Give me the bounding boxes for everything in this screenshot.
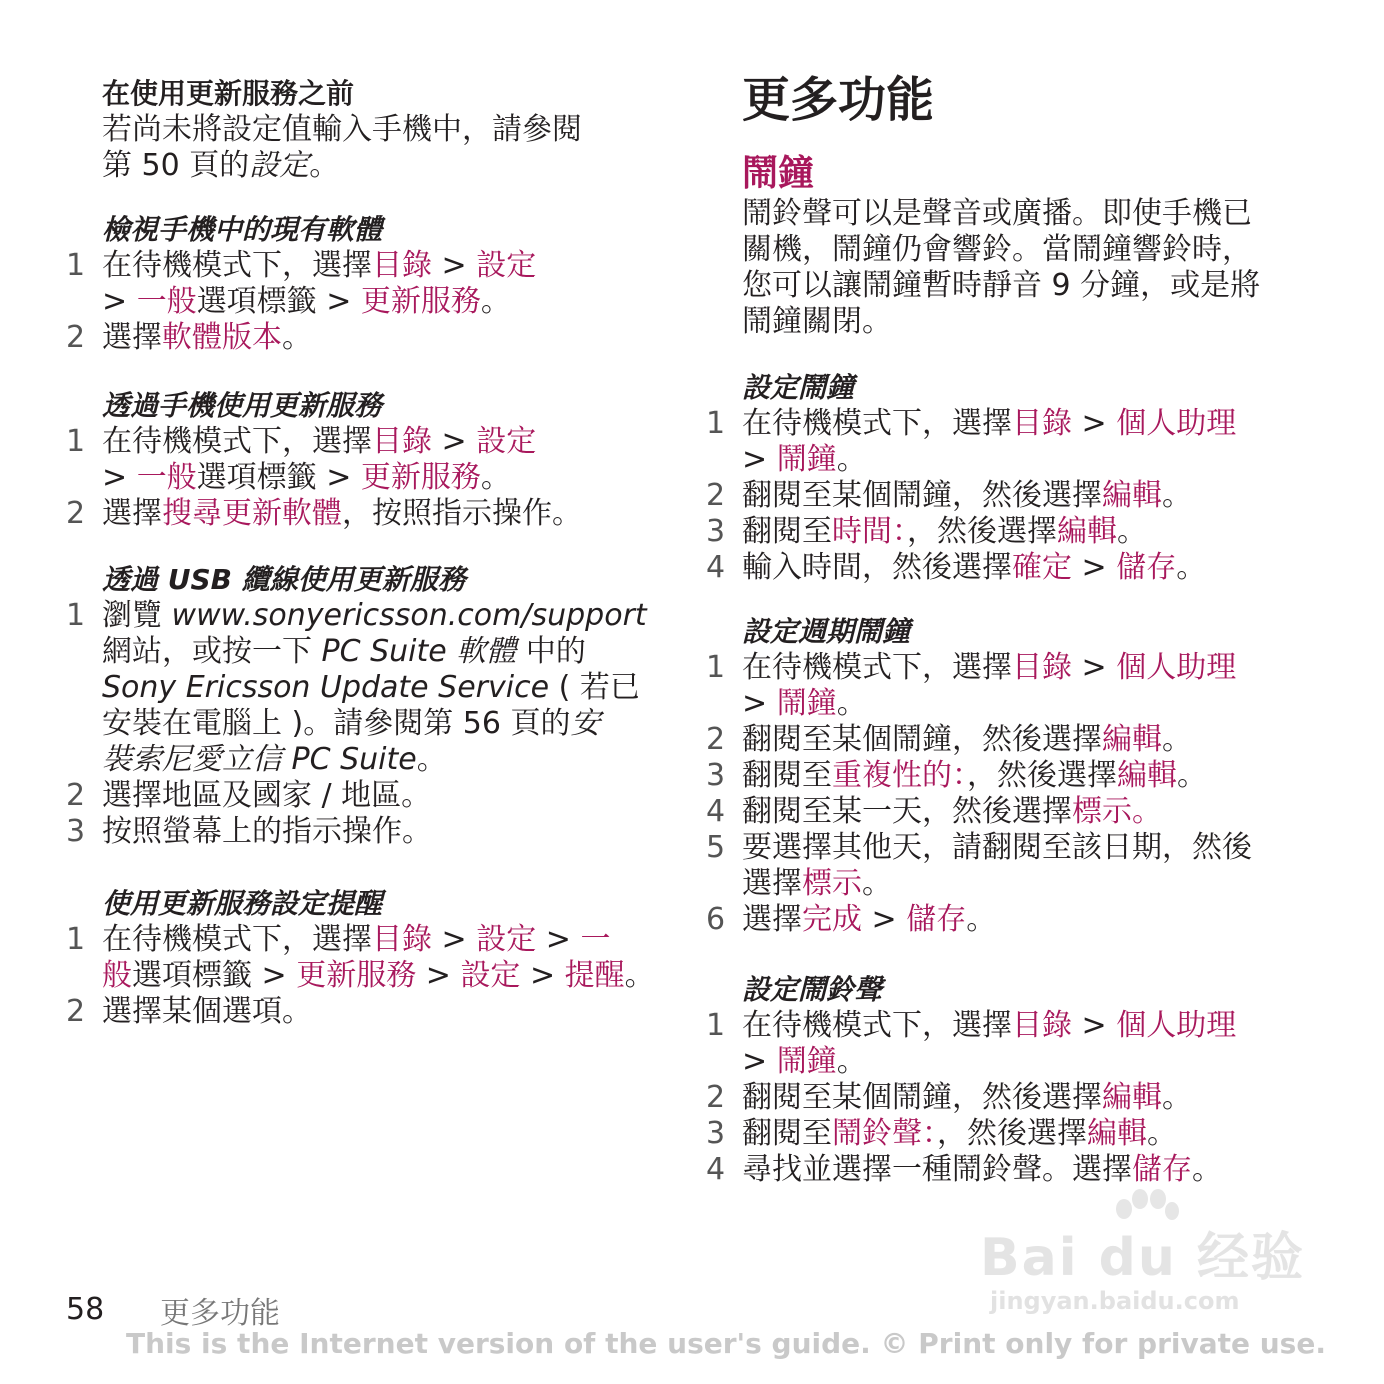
step-text xyxy=(102,424,582,496)
text: 。 xyxy=(480,460,511,495)
section-title: 透過手機使用更新服務 xyxy=(102,389,383,422)
text: 選擇 xyxy=(742,902,802,937)
step-number: 4 xyxy=(706,794,726,829)
step-text xyxy=(742,406,1236,478)
step-text xyxy=(742,1116,1236,1152)
text: 。 xyxy=(624,958,655,993)
step xyxy=(700,650,1252,722)
text: 選項標籤 > xyxy=(196,284,361,319)
menu-link[interactable]: 標示。 xyxy=(1072,794,1162,829)
text: 尋找並選擇一種鬧鈴聲。選擇 xyxy=(742,1152,1132,1187)
menu-link[interactable]: 標示 xyxy=(802,866,862,901)
section-title: 檢視手機中的現有軟體 xyxy=(102,213,383,246)
text: 若尚未將設定值輸入手機中，請參閱 xyxy=(102,112,582,147)
paragraph-line: 鬧鐘關閉。 xyxy=(742,304,892,339)
section-update-via-phone xyxy=(60,388,582,532)
text: 選擇 xyxy=(102,496,162,531)
text: 在待機模式下，選擇 xyxy=(742,1008,1012,1043)
menu-link[interactable]: 儲存 xyxy=(1132,1152,1192,1187)
menu-link[interactable]: 搜尋更新軟體 xyxy=(162,496,342,531)
step-number: 2 xyxy=(66,496,86,531)
step xyxy=(60,814,647,850)
step xyxy=(700,722,1252,758)
footer-disclaimer: This is the Internet version of the user's guide. © Print only for private use. xyxy=(126,1327,1326,1360)
step xyxy=(700,478,1236,514)
text-italic: PC Suite 軟體 xyxy=(321,634,517,669)
step-text xyxy=(742,794,1252,830)
step-text xyxy=(742,550,1236,586)
text: > xyxy=(1072,406,1117,441)
step-text xyxy=(742,1080,1236,1116)
menu-link[interactable]: 儲存 xyxy=(906,902,967,937)
text: 。 xyxy=(1162,1080,1192,1115)
text: 翻閱至某個鬧鐘，然後選擇 xyxy=(742,722,1102,757)
section-view-software xyxy=(60,212,536,356)
menu-link[interactable]: 更新服務 xyxy=(360,284,481,319)
paragraph-line: 您可以讓鬧鐘暫時靜音 9 分鐘，或是將 xyxy=(742,268,1261,303)
step-text xyxy=(102,248,536,320)
text: 翻閱至某一天，然後選擇 xyxy=(742,794,1072,829)
watermark-url: jingyan.baidu.com xyxy=(990,1287,1240,1315)
menu-link[interactable]: 編輯 xyxy=(1102,1080,1162,1115)
menu-link[interactable]: 鬧鐘 xyxy=(776,1044,837,1079)
step-text: 按照螢幕上的指示操作。 xyxy=(102,814,432,849)
menu-link[interactable]: 個人助理 xyxy=(1116,650,1237,685)
menu-link[interactable]: 設定 xyxy=(476,922,537,957)
text: > xyxy=(432,248,477,283)
step xyxy=(700,406,1236,478)
menu-link[interactable]: 編輯 xyxy=(1117,758,1177,793)
step-number: 1 xyxy=(706,406,726,441)
step-text xyxy=(742,830,1252,902)
text: > xyxy=(432,922,477,957)
step-number: 1 xyxy=(66,248,86,283)
text: 。 xyxy=(1117,514,1147,549)
step-text xyxy=(742,902,1252,938)
step-number: 1 xyxy=(706,1008,726,1043)
menu-link[interactable]: 目錄 xyxy=(1012,406,1072,441)
text: 瀏覽 xyxy=(102,598,172,633)
text-italic: Sony Ericsson Update Service xyxy=(102,670,550,705)
text: 。 xyxy=(836,1044,867,1079)
text: > xyxy=(416,958,461,993)
menu-link[interactable]: 個人助理 xyxy=(1116,1008,1237,1043)
section-title: 在使用更新服務之前 xyxy=(102,77,355,110)
text: > xyxy=(520,958,565,993)
step-number: 1 xyxy=(706,650,726,685)
section-title: 設定鬧鈴聲 xyxy=(742,973,883,1006)
menu-link[interactable]: 儲存 xyxy=(1116,550,1177,585)
menu-link[interactable]: 鬧鐘 xyxy=(776,442,837,477)
text: 。 xyxy=(1176,550,1207,585)
text: 。 xyxy=(1162,478,1192,513)
step-number: 4 xyxy=(706,550,726,585)
menu-link[interactable]: 重複性的： xyxy=(832,758,967,793)
text: 第 50 頁的 xyxy=(102,148,250,183)
menu-link[interactable]: 時間： xyxy=(832,514,907,549)
text: 。 xyxy=(1147,1116,1177,1151)
step-number: 3 xyxy=(706,514,726,549)
text: 。 xyxy=(480,284,511,319)
text: > xyxy=(1072,650,1117,685)
step-text xyxy=(102,922,655,994)
text: 在待機模式下，選擇 xyxy=(102,922,372,957)
text: 在待機模式下，選擇 xyxy=(742,650,1012,685)
chapter-title: 更多功能 xyxy=(742,72,935,128)
paragraph-line xyxy=(60,148,582,184)
paragraph-line xyxy=(60,112,582,148)
text: 在待機模式下，選擇 xyxy=(102,424,372,459)
menu-link[interactable]: 編輯 xyxy=(1102,722,1162,757)
text: 中的 xyxy=(516,634,586,669)
text: > xyxy=(432,424,477,459)
step xyxy=(60,922,655,994)
step-number: 2 xyxy=(706,478,726,513)
text: 翻閱至 xyxy=(742,758,832,793)
text: 在待機模式下，選擇 xyxy=(742,406,1012,441)
section-alarm xyxy=(700,152,1260,340)
step xyxy=(700,758,1252,794)
menu-link[interactable]: 設定 xyxy=(476,424,537,459)
step-text: 選擇某個選項。 xyxy=(102,994,312,1029)
text: > xyxy=(862,902,907,937)
step-number: 2 xyxy=(66,320,86,355)
text: ，然後選擇 xyxy=(907,514,1057,549)
step-number: 4 xyxy=(706,1152,726,1187)
baidu-watermark xyxy=(980,1195,1310,1325)
text: 要選擇其他天，請翻閱至該日期，然後 xyxy=(742,830,1252,865)
text: ，然後選擇 xyxy=(937,1116,1087,1151)
menu-link[interactable]: 設定 xyxy=(460,958,521,993)
menu-link[interactable]: 目錄 xyxy=(1012,1008,1072,1043)
menu-link[interactable]: 編輯 xyxy=(1087,1116,1147,1151)
text: ，按照指示操作。 xyxy=(342,496,582,531)
step-number: 2 xyxy=(706,1080,726,1115)
text: 。 xyxy=(282,320,312,355)
step xyxy=(700,830,1252,902)
step-number: 2 xyxy=(66,778,86,813)
text: 輸入時間，然後選擇 xyxy=(742,550,1012,585)
text-italic: 裝索尼愛立信 PC Suite xyxy=(102,742,417,777)
step-text: 選擇地區及國家 / 地區。 xyxy=(102,778,432,813)
text: 翻閱至某個鬧鐘，然後選擇 xyxy=(742,478,1102,513)
step-text xyxy=(102,598,647,778)
section-title: 透過 USB 纜線使用更新服務 xyxy=(102,563,466,596)
text: > xyxy=(102,460,137,495)
step xyxy=(700,902,1252,938)
step-text xyxy=(742,758,1252,794)
step-text xyxy=(742,1152,1236,1188)
step xyxy=(60,598,647,778)
text: 選擇 xyxy=(742,866,802,901)
step xyxy=(60,248,536,320)
text: > xyxy=(1072,1008,1117,1043)
step xyxy=(60,778,647,814)
step-text xyxy=(742,1008,1236,1080)
paragraph-line: 鬧鈴聲可以是聲音或廣播。即使手機已 xyxy=(742,196,1252,231)
menu-link[interactable]: 設定 xyxy=(476,248,537,283)
menu-link[interactable]: 目錄 xyxy=(372,922,432,957)
step xyxy=(700,514,1236,550)
text: 翻閱至 xyxy=(742,1116,832,1151)
menu-link[interactable]: 一般 xyxy=(136,284,197,319)
text: > xyxy=(742,442,777,477)
menu-link[interactable]: 一般 xyxy=(136,460,197,495)
step-text xyxy=(102,320,536,356)
step xyxy=(60,320,536,356)
paragraph-line: 關機，鬧鐘仍會響鈴。當鬧鐘響鈴時， xyxy=(742,232,1252,267)
text: > xyxy=(102,284,137,319)
text: 。 xyxy=(1192,1152,1222,1187)
text: ，然後選擇 xyxy=(967,758,1117,793)
text: ( 若已 xyxy=(549,670,640,705)
step-number: 3 xyxy=(706,758,726,793)
step-number: 3 xyxy=(66,814,86,849)
section-alarm-signal xyxy=(700,972,1236,1188)
step-number: 1 xyxy=(66,922,86,957)
step-number: 3 xyxy=(706,1116,726,1151)
menu-link[interactable]: 鬧鐘 xyxy=(776,686,837,721)
section-update-reminder xyxy=(60,886,655,1030)
text: 翻閱至某個鬧鐘，然後選擇 xyxy=(742,1080,1102,1115)
step xyxy=(700,794,1252,830)
step xyxy=(700,550,1236,586)
step-text xyxy=(102,496,582,532)
step-text xyxy=(742,478,1236,514)
text: > xyxy=(742,686,777,721)
step xyxy=(700,1116,1236,1152)
text: 。 xyxy=(966,902,997,937)
text-italic: 設定 xyxy=(249,148,310,183)
section-recurring-alarm xyxy=(700,614,1252,938)
text: > xyxy=(742,1044,777,1079)
text: > xyxy=(536,922,581,957)
step-number: 1 xyxy=(66,424,86,459)
section-before-update xyxy=(60,76,582,184)
menu-link[interactable]: 編輯 xyxy=(1057,514,1117,549)
step-text xyxy=(742,650,1252,722)
text: 選擇 xyxy=(102,320,162,355)
section-title: 設定鬧鐘 xyxy=(742,371,855,404)
website-link[interactable]: www.sonyericsson.com/support xyxy=(171,598,647,633)
step-number: 6 xyxy=(706,902,726,937)
section-title: 使用更新服務設定提醒 xyxy=(102,887,383,920)
text: 。 xyxy=(836,686,867,721)
menu-link[interactable]: 更新服務 xyxy=(296,958,417,993)
menu-link[interactable]: 目錄 xyxy=(1012,650,1072,685)
text: 選項標籤 > xyxy=(196,460,361,495)
section-update-via-usb xyxy=(60,562,647,850)
step xyxy=(700,1008,1236,1080)
menu-link[interactable]: 完成 xyxy=(802,902,862,937)
text: 。 xyxy=(836,442,867,477)
text: 。 xyxy=(862,866,892,901)
menu-link[interactable]: 軟體版本 xyxy=(162,320,282,355)
menu-link[interactable]: 般 xyxy=(102,958,132,993)
menu-link[interactable]: 一 xyxy=(580,922,611,957)
step xyxy=(700,1152,1236,1188)
text: > xyxy=(1072,550,1117,585)
step-text xyxy=(742,514,1236,550)
menu-link[interactable]: 提醒 xyxy=(564,958,625,993)
step xyxy=(60,994,655,1030)
menu-link[interactable]: 目錄 xyxy=(372,248,432,283)
step xyxy=(700,1080,1236,1116)
step xyxy=(60,424,582,496)
step-number: 5 xyxy=(706,830,726,865)
text: 。 xyxy=(416,742,447,777)
menu-link[interactable]: 編輯 xyxy=(1102,478,1162,513)
text: 在待機模式下，選擇 xyxy=(102,248,372,283)
baidu-logo: Bai du 经验 xyxy=(980,1228,1305,1288)
text: 網站，或按一下 xyxy=(102,634,322,669)
step xyxy=(60,496,582,532)
page-number: 58 xyxy=(66,1292,105,1327)
section-heading: 鬧鐘 xyxy=(742,153,815,194)
menu-link[interactable]: 目錄 xyxy=(372,424,432,459)
text: 安裝在電腦上 )。請參閱第 56 頁的 xyxy=(102,706,571,741)
menu-link[interactable]: 個人助理 xyxy=(1116,406,1237,441)
menu-link[interactable]: 確定 xyxy=(1012,550,1072,585)
menu-link[interactable]: 鬧鈴聲： xyxy=(832,1116,937,1151)
text: 選項標籤 > xyxy=(132,958,297,993)
footer-section-name: 更多功能 xyxy=(160,1296,280,1331)
section-set-alarm xyxy=(700,370,1236,586)
step-number: 2 xyxy=(66,994,86,1029)
step-number: 1 xyxy=(66,598,86,633)
section-title: 設定週期鬧鐘 xyxy=(742,615,911,648)
text: 。 xyxy=(1177,758,1207,793)
step-text xyxy=(742,722,1252,758)
text: 。 xyxy=(1162,722,1192,757)
text: 翻閱至 xyxy=(742,514,832,549)
text: 。 xyxy=(309,148,340,183)
menu-link[interactable]: 更新服務 xyxy=(360,460,481,495)
text-italic: 安 xyxy=(570,706,601,741)
step-number: 2 xyxy=(706,722,726,757)
